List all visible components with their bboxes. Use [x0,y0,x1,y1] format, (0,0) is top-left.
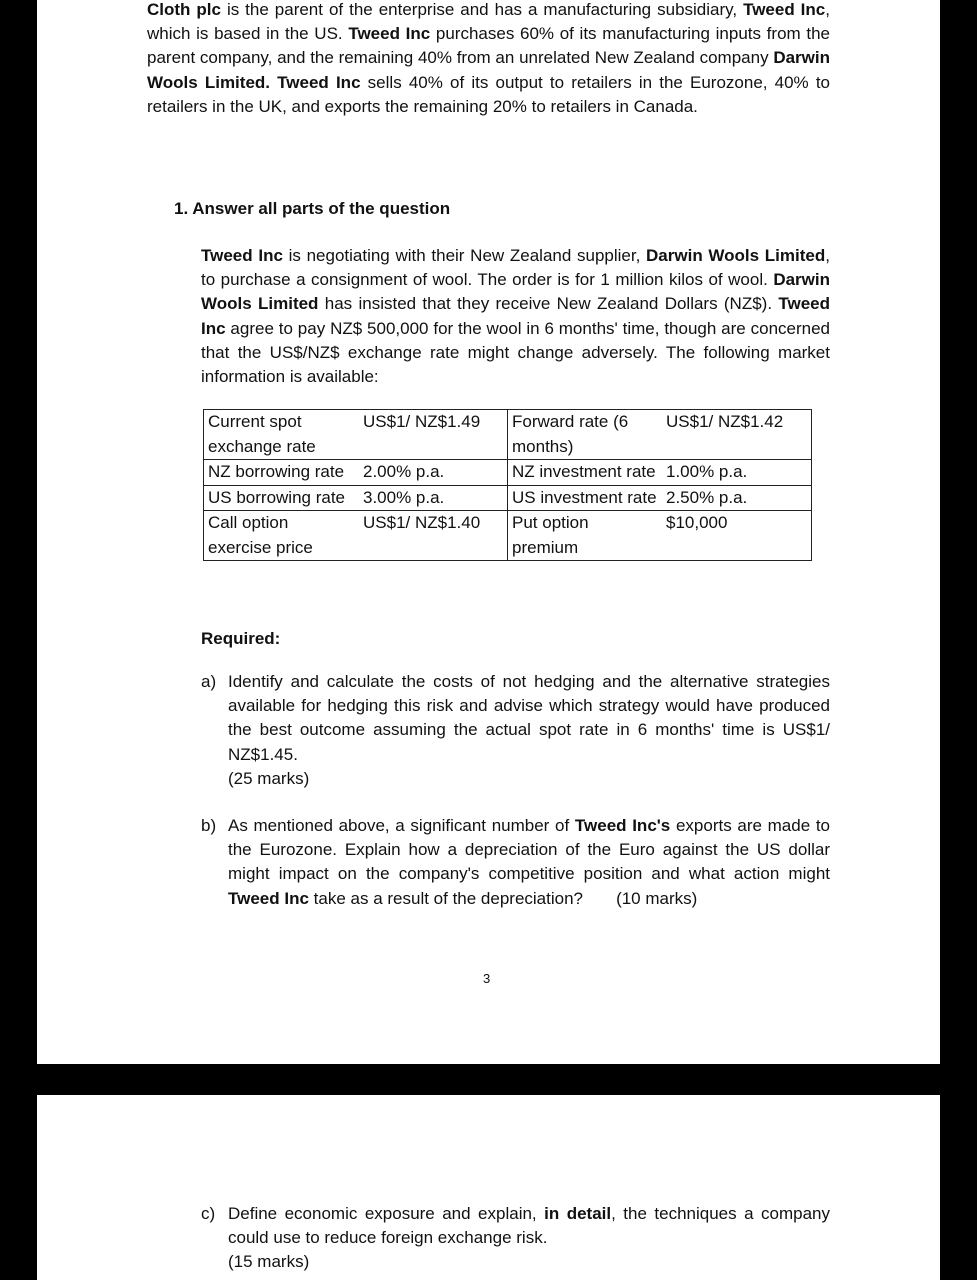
document-page [37,0,940,1064]
table-cell-value: 2.00% p.a. [359,460,508,486]
intro-bold-text: Tweed Inc [277,72,361,92]
table-row [204,485,812,511]
table-cell-label: Current spot exchange rate [204,410,360,460]
question-bold-text: Tweed Inc [201,294,831,338]
question-text: agree to pay NZ$ 500,000 for the wool in 6 months' time, though are concerned that the US$/NZ$ exchange rate might change adversely. The following market information is available: [201,318,830,387]
table-cell-label: US investment rate [508,485,663,511]
market-information-table [203,409,812,561]
part-text [228,670,830,791]
question-text: , to purchase a consignment of wool. The order is for 1 million kilos of wool. [201,246,830,290]
intro-paragraph [147,0,830,119]
part-b-bold-text: Tweed Inc [228,888,309,908]
part-b-text: take as a result of the depreciation? [308,888,583,908]
marks-label: (15 marks) [228,1252,310,1272]
table-cell-value: 2.50% p.a. [662,485,812,511]
table-cell-value: $10,000 [662,511,812,561]
question-bold-text: Tweed Inc [201,246,283,265]
intro-text: sells 40% of its output to retailers in the Eurozone, 40% to retailers in the UK, and exports the remaining 20% to retailers in Canada. [147,72,831,116]
intro-text: , which is based in the US. [147,0,830,44]
part-b-text: exports are made to the Eurozone. Explain how a depreciation of the Euro against the US dollar might impact on the company's competitive position and what action might [228,816,831,884]
marks-label: (10 marks) [616,888,698,908]
table-cell-value: US$1/ NZ$1.49 [359,410,508,460]
question-bold-text: Darwin Wools Limited [646,246,826,265]
intro-bold-text: Darwin Wools Limited. [147,48,830,92]
document-page [37,1095,940,1280]
table-cell-label: Put option premium [508,511,663,561]
part-c-text: Define economic exposure and explain, [228,1204,545,1223]
part-marker: a) [201,672,217,691]
intro-text: purchases 60% of its manufacturing inputs from the parent company, and the remaining 40% from an unrelated New Zealand company [147,24,830,68]
question-heading: 1. Answer all parts of the question [174,199,451,218]
table-row [204,460,812,486]
part-text [228,1202,830,1275]
part-c-bold-text: in detail [544,1204,612,1223]
table-cell-value: 3.00% p.a. [359,485,508,511]
intro-bold-text: Tweed Inc [348,24,431,44]
intro-bold-text: Tweed Inc [743,0,826,19]
part-b-bold-text: Tweed Inc's [574,816,671,835]
part-marker: b) [201,816,217,835]
table-cell-label: Forward rate (6 months) [508,410,663,460]
table-cell-value: US$1/ NZ$1.42 [662,410,812,460]
question-paragraph [201,244,830,389]
table-row [204,410,812,460]
table-cell-label: US borrowing rate [204,485,360,511]
intro-text: is the parent of the enterprise and has a manufacturing subsidiary, [220,0,744,19]
part-c-text: , the techniques a company could use to reduce foreign exchange risk. [228,1204,830,1248]
question-text: has insisted that they receive New Zealand Dollars (NZ$). [318,294,779,314]
question-text: is negotiating with their New Zealand supplier, [282,246,647,265]
part-marker: c) [201,1204,216,1223]
part-a-text: Identify and calculate the costs of not hedging and the alternative strategies available for hedging this risk and advise which strategy would have produced the best outcome assuming the actual spot rate in 6 months' time is US$1/ NZ$1.45. [228,672,830,764]
intro-bold-text: Cloth plc [147,0,221,19]
table-cell-label: NZ borrowing rate [204,460,360,486]
required-heading: Required: [201,629,281,648]
question-bold-text: Darwin Wools Limited [201,270,830,314]
part-b-text: As mentioned above, a significant number of [228,816,575,835]
page-number: 3 [483,971,491,986]
marks-label: (25 marks) [228,768,310,788]
table-cell-value: US$1/ NZ$1.40 [359,511,508,561]
table-cell-label: Call option exercise price [204,511,360,561]
part-text [228,814,830,911]
table-cell-value: 1.00% p.a. [662,460,812,486]
table-cell-label: NZ investment rate [508,460,663,486]
table-row [204,511,812,561]
